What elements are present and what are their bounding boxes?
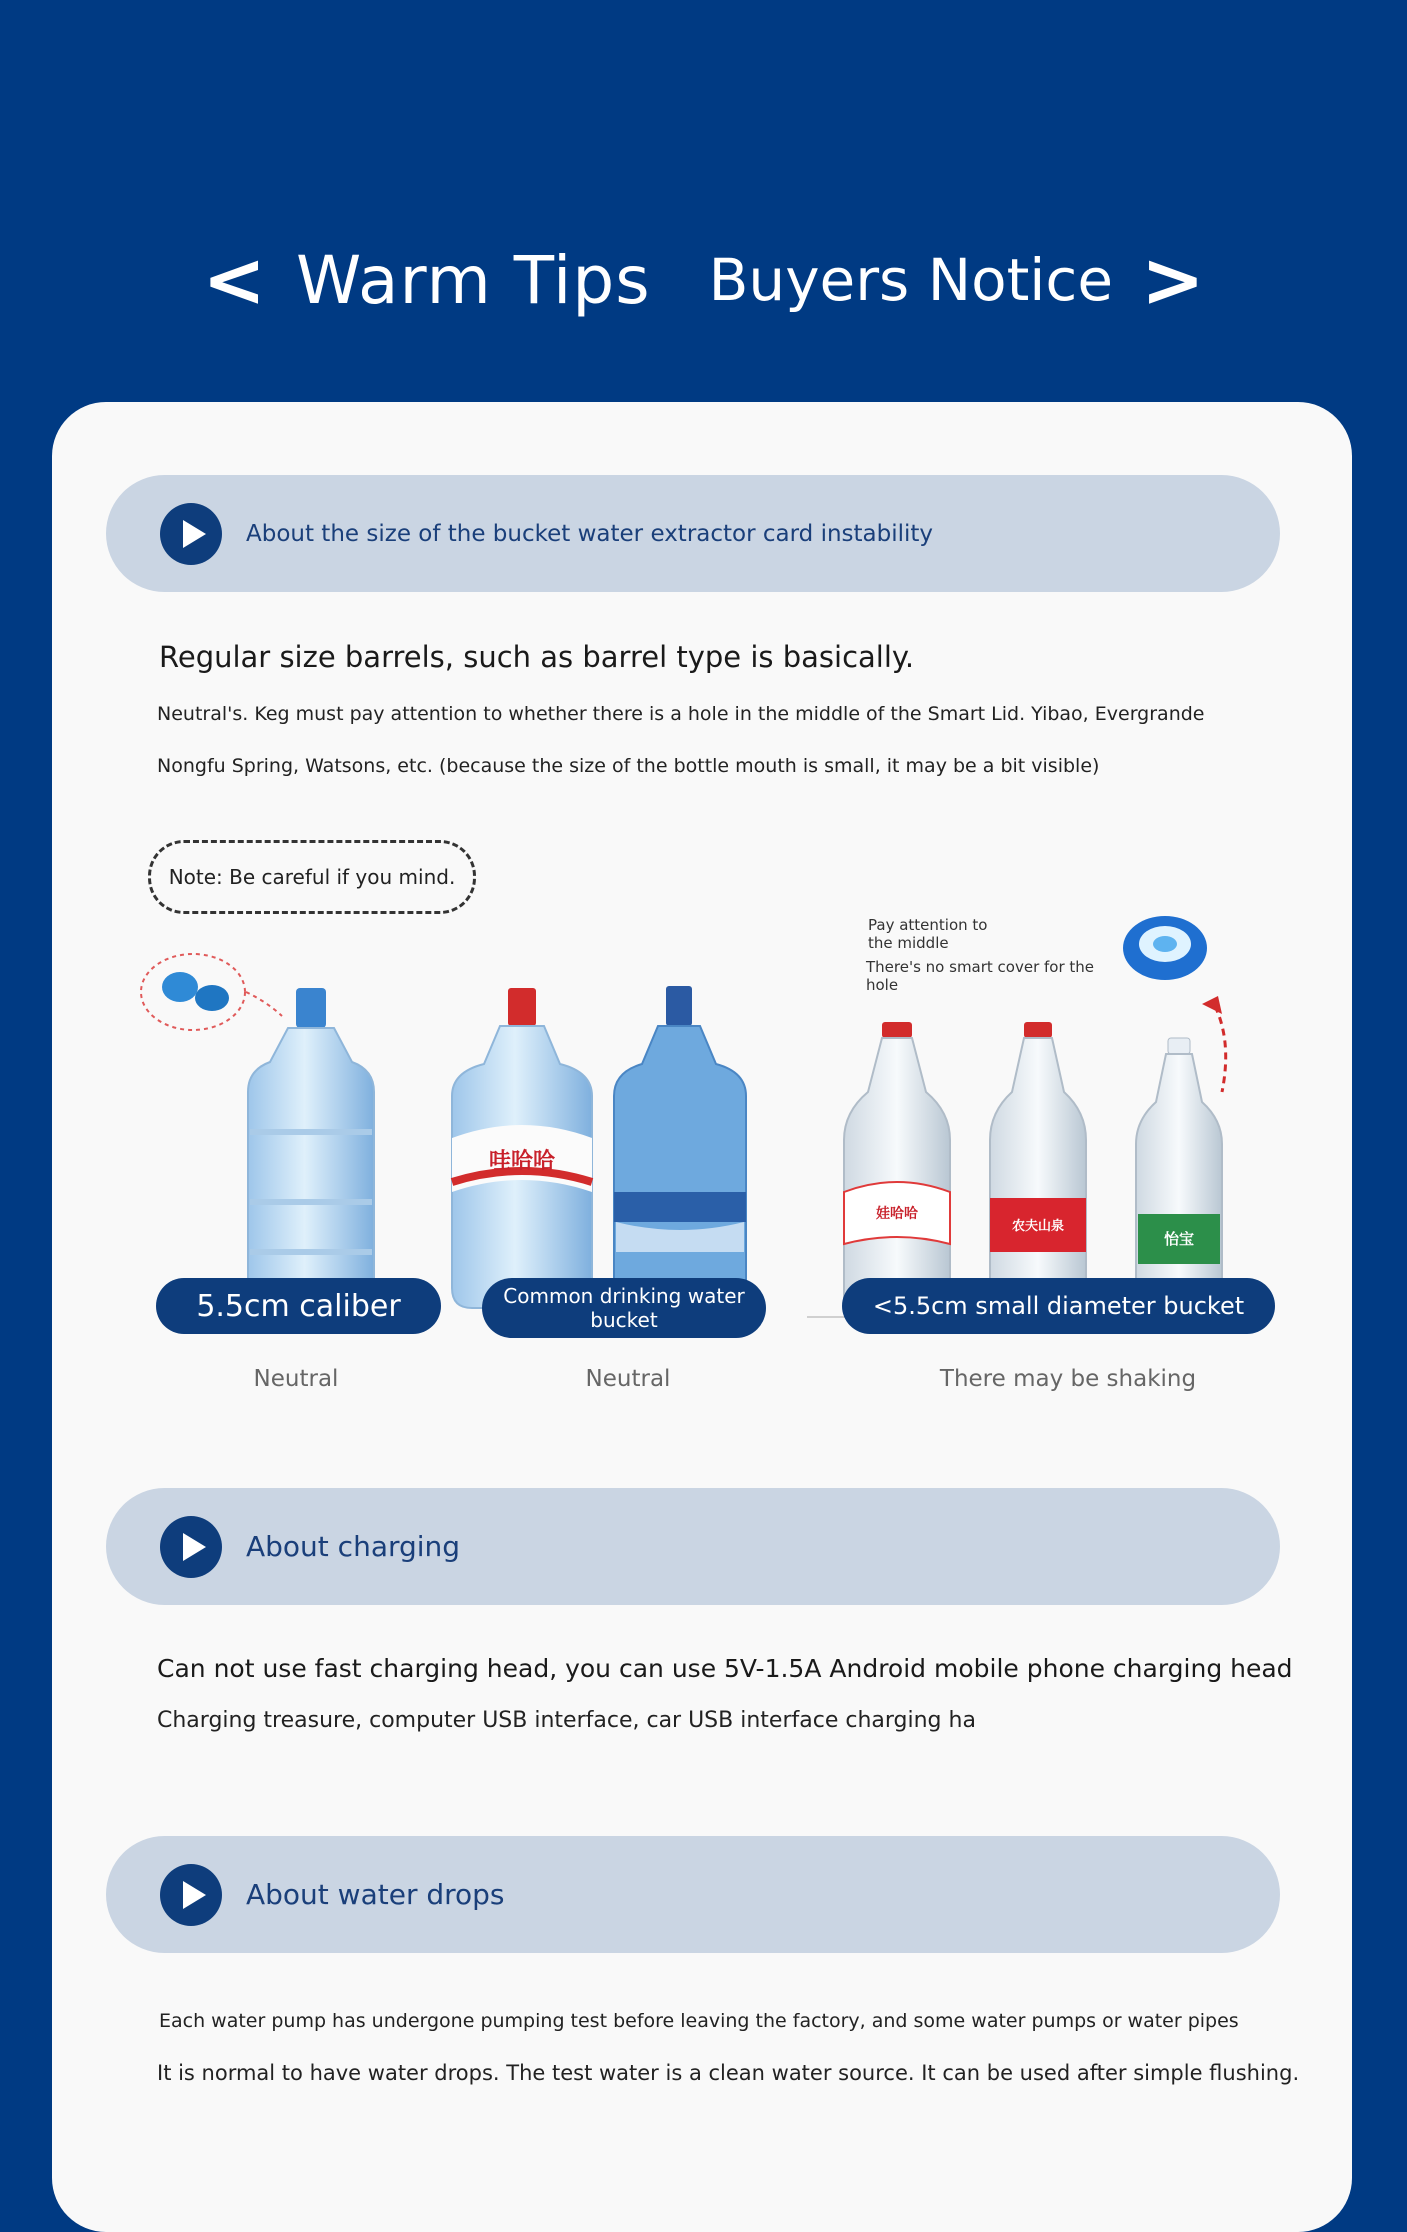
- water-bucket-2: [452, 988, 592, 1308]
- annotation-pay-attention: [868, 916, 987, 952]
- page-title: Warm Tips: [296, 241, 651, 319]
- bottle-label-text: 哇哈哈: [488, 1149, 556, 1174]
- play-icon: [160, 1864, 222, 1926]
- section-line: Can not use fast charging head, you can use 5V-1.5A Android mobile phone charging head: [157, 1654, 1293, 1683]
- bottle-cap-icon: [141, 954, 282, 1030]
- page-header: [0, 225, 1407, 335]
- annotation-line: There's no smart cover for the: [866, 958, 1095, 976]
- small-bottle-1: [844, 1022, 950, 1312]
- section-title: About charging: [246, 1530, 461, 1563]
- section-line: Each water pump has undergone pumping test before leaving the factory, and some water pumps or water pipes: [159, 2010, 1239, 2032]
- annotation-line: Pay attention to: [868, 916, 988, 934]
- play-icon: [160, 1516, 222, 1578]
- caption-shaking: There may be shaking: [939, 1366, 1197, 1392]
- page-subtitle: Buyers Notice: [708, 246, 1113, 314]
- annotation-line: the middle: [868, 934, 949, 952]
- section-title: About the size of the bucket water extractor card instability: [246, 520, 934, 547]
- pill-line: bucket: [590, 1308, 658, 1332]
- chevron-right-icon: >: [1141, 235, 1205, 324]
- section-bar-water-drops: [106, 1836, 1280, 1953]
- section-bar-charging: [106, 1488, 1280, 1605]
- annotation-no-cover: [866, 958, 1094, 994]
- section-line: Nongfu Spring, Watsons, etc. (because the size of the bottle mouth is small, it may be a bit visible): [157, 755, 1100, 777]
- notice-card: [52, 402, 1352, 2232]
- section-lead: Regular size barrels, such as barrel type is basically.: [159, 640, 915, 674]
- section-line: It is normal to have water drops. The test water is a clean water source. It can be used after simple flushing.: [157, 2061, 1300, 2085]
- bottle-label-text: 娃哈哈: [876, 1206, 918, 1222]
- small-bottle-3: [1136, 1038, 1222, 1312]
- section-line: Charging treasure, computer USB interface, car USB interface charging ha: [157, 1708, 976, 1733]
- caption-neutral: Neutral: [585, 1366, 671, 1392]
- pill-line: Common drinking water: [503, 1284, 745, 1308]
- caption-neutral: Neutral: [253, 1366, 339, 1392]
- pill-common-bucket: [482, 1278, 766, 1338]
- note-badge: Note: Be careful if you mind.: [148, 840, 476, 914]
- section-line: Neutral's. Keg must pay attention to whether there is a hole in the middle of the Smart Lid. Yibao, Evergrande: [157, 703, 1205, 725]
- chevron-left-icon: <: [202, 235, 266, 324]
- bottle-label-text: 怡宝: [1163, 1230, 1195, 1248]
- pill-caliber: 5.5cm caliber: [156, 1278, 441, 1334]
- annotation-line: hole: [866, 976, 899, 994]
- section-title: About water drops: [246, 1878, 505, 1911]
- section-bar-bucket-size: [106, 475, 1280, 592]
- small-bottle-2: [990, 1022, 1086, 1312]
- water-bucket-3: [614, 986, 746, 1308]
- pill-small-diameter: <5.5cm small diameter bucket: [842, 1278, 1275, 1334]
- water-bucket-1: [248, 988, 374, 1314]
- bottle-label-text: 农夫山泉: [1011, 1219, 1065, 1234]
- play-icon: [160, 503, 222, 565]
